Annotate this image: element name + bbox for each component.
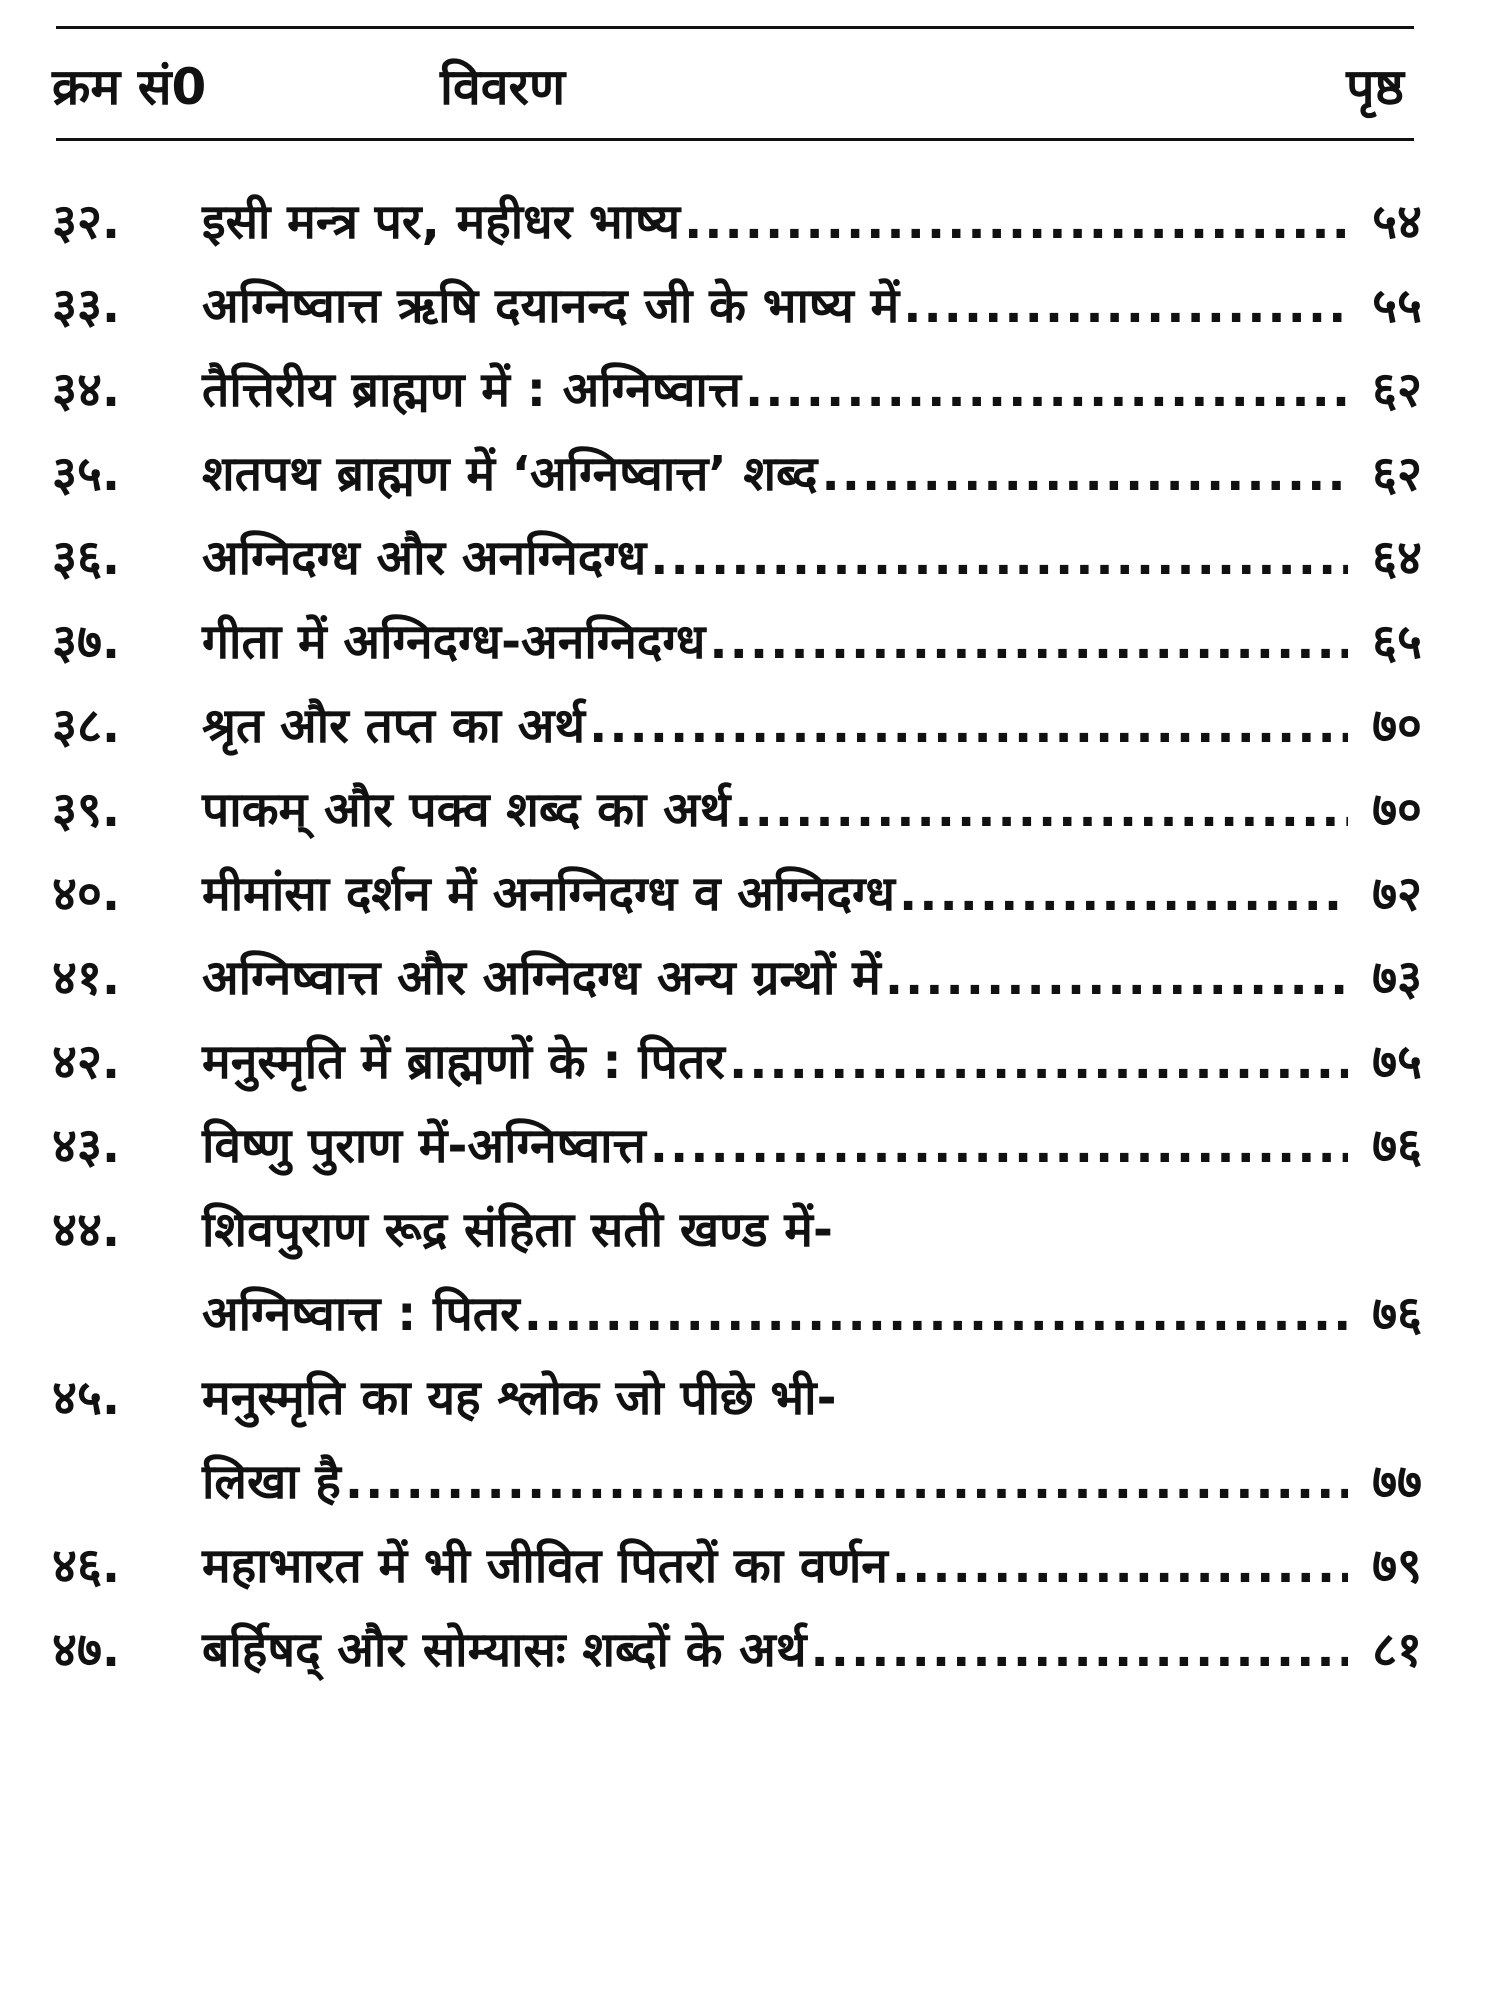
entry-number: ३८. <box>52 698 121 754</box>
entry-number: ४२. <box>52 1034 121 1090</box>
toc-list <box>52 180 1422 1692</box>
dot-leader <box>885 936 1348 1020</box>
entry-number: ४५. <box>52 1370 121 1426</box>
toc-entry <box>52 180 1422 264</box>
toc-entry <box>52 1020 1422 1104</box>
entry-page-number: ७५ <box>1372 1034 1422 1090</box>
entry-body <box>202 600 1422 684</box>
entry-final-line <box>202 684 1422 768</box>
entry-final-line <box>202 852 1422 936</box>
toc-entry <box>52 1104 1422 1188</box>
dot-leader <box>903 264 1348 348</box>
toc-entry <box>52 684 1422 768</box>
entry-title-line: शतपथ ब्राह्मण में ‘अग्निष्वात्त’ शब्द <box>202 446 818 502</box>
entry-number: ३९. <box>52 782 121 838</box>
entry-page-number: ७२ <box>1372 866 1422 922</box>
entry-body <box>202 936 1422 1020</box>
toc-entry <box>52 1188 1422 1356</box>
header-number: क्रम सं0 <box>52 58 207 116</box>
entry-page-number: ७६ <box>1372 1286 1422 1342</box>
dot-leader <box>734 768 1348 852</box>
entry-body <box>202 348 1422 432</box>
header-rule <box>56 138 1414 141</box>
entry-title-line: मनुस्मृति का यह श्लोक जो पीछे भी- <box>202 1370 837 1426</box>
entry-body <box>202 432 1422 516</box>
entry-page-number: ७० <box>1372 698 1422 754</box>
entry-final-line <box>202 1104 1422 1188</box>
dot-leader <box>524 1272 1348 1356</box>
toc-entry <box>52 1524 1422 1608</box>
entry-page-number: ७३ <box>1372 950 1422 1006</box>
entry-title-line: अग्निष्वात्त ऋषि दयानन्द जी के भाष्य में <box>202 278 900 334</box>
entry-page-number: ६४ <box>1372 530 1422 586</box>
entry-body <box>202 1524 1422 1608</box>
entry-number: ४६. <box>52 1538 121 1594</box>
entry-page-number: ६५ <box>1372 614 1422 670</box>
entry-body <box>202 1356 1422 1524</box>
entry-final-line <box>202 432 1422 516</box>
entry-page-number: ७७ <box>1372 1454 1422 1510</box>
dot-leader <box>684 180 1348 264</box>
dot-leader <box>892 1524 1348 1608</box>
toc-entry <box>52 768 1422 852</box>
entry-title-line: इसी मन्त्र पर, महीधर भाष्य <box>202 194 681 250</box>
entry-page-number: ७६ <box>1372 1118 1422 1174</box>
entry-number: ४१. <box>52 950 121 1006</box>
entry-final-line <box>202 348 1422 432</box>
entry-final-line <box>202 1020 1422 1104</box>
entry-number: ३६. <box>52 530 121 586</box>
entry-body <box>202 180 1422 264</box>
toc-entry <box>52 432 1422 516</box>
entry-title-line: शिवपुराण रूद्र संहिता सती खण्ड में- <box>202 1202 833 1258</box>
toc-entry <box>52 516 1422 600</box>
entry-final-line <box>202 1440 1422 1524</box>
entry-final-line <box>202 1524 1422 1608</box>
entry-final-line <box>202 768 1422 852</box>
toc-entry <box>52 936 1422 1020</box>
entry-body <box>202 1104 1422 1188</box>
entry-body <box>202 1020 1422 1104</box>
entry-title-line: विष्णु पुराण में-अग्निष्वात्त <box>202 1118 646 1174</box>
dot-leader <box>650 516 1348 600</box>
entry-title-line: श्रृत और तप्त का अर्थ <box>202 698 586 754</box>
entry-page-number: ६२ <box>1372 446 1422 502</box>
entry-body <box>202 852 1422 936</box>
entry-page-number: ७० <box>1372 782 1422 838</box>
entry-title-line: महाभारत में भी जीवित पितरों का वर्णन <box>202 1538 888 1594</box>
dot-leader <box>745 348 1348 432</box>
entry-page-number: ६२ <box>1372 362 1422 418</box>
toc-entry <box>52 600 1422 684</box>
entry-title-line: अग्निष्वात्त : पितर <box>202 1286 520 1342</box>
entry-number: ४३. <box>52 1118 121 1174</box>
dot-leader <box>709 600 1348 684</box>
entry-number: ४७. <box>52 1622 121 1678</box>
header-page: पृष्ठ <box>1346 58 1404 116</box>
entry-title-line: अग्निष्वात्त और अग्निदग्ध अन्य ग्रन्थों में <box>202 950 881 1006</box>
entry-final-line <box>202 1608 1422 1692</box>
entry-final-line <box>202 600 1422 684</box>
entry-number: ४०. <box>52 866 121 922</box>
dot-leader <box>345 1440 1348 1524</box>
dot-leader <box>729 1020 1348 1104</box>
entry-title-line: अग्निदग्ध और अनग्निदग्ध <box>202 530 647 586</box>
entry-page-number: ८१ <box>1372 1622 1422 1678</box>
entry-title-line: गीता में अग्निदग्ध-अनग्निदग्ध <box>202 614 706 670</box>
entry-final-line <box>202 1272 1422 1356</box>
entry-body <box>202 516 1422 600</box>
entry-body <box>202 264 1422 348</box>
entry-number: ३५. <box>52 446 121 502</box>
entry-title-line: मनुस्मृति में ब्राह्मणों के : पितर <box>202 1034 725 1090</box>
entry-body <box>202 1188 1422 1356</box>
entry-number: ३३. <box>52 278 121 334</box>
top-rule <box>56 26 1414 29</box>
entry-final-line <box>202 264 1422 348</box>
entry-number: ३२. <box>52 194 121 250</box>
entry-title-line: बर्हिषद् और सोम्यासः शब्दों के अर्थ <box>202 1622 807 1678</box>
toc-entry <box>52 348 1422 432</box>
entry-body <box>202 768 1422 852</box>
dot-leader <box>589 684 1348 768</box>
toc-entry <box>52 1608 1422 1692</box>
entry-title-line: तैत्तिरीय ब्राह्मण में : अग्निष्वात्त <box>202 362 742 418</box>
dot-leader <box>821 432 1348 516</box>
entry-final-line <box>202 180 1422 264</box>
entry-page-number: ५४ <box>1372 194 1422 250</box>
entry-number: ४४. <box>52 1202 121 1258</box>
dot-leader <box>650 1104 1348 1188</box>
entry-number: ३४. <box>52 362 121 418</box>
entry-body <box>202 1608 1422 1692</box>
dot-leader <box>811 1608 1349 1692</box>
toc-entry <box>52 264 1422 348</box>
entry-page-number: ७९ <box>1372 1538 1422 1594</box>
entry-body <box>202 684 1422 768</box>
header-description: विवरण <box>440 58 566 116</box>
entry-page-number: ५५ <box>1372 278 1422 334</box>
toc-entry <box>52 1356 1422 1524</box>
toc-entry <box>52 852 1422 936</box>
entry-number: ३७. <box>52 614 121 670</box>
dot-leader <box>899 852 1348 936</box>
entry-title-line: मीमांसा दर्शन में अनग्निदग्ध व अग्निदग्ध <box>202 866 895 922</box>
entry-final-line <box>202 936 1422 1020</box>
entry-title-line: पाकम् और पक्व शब्द का अर्थ <box>202 782 731 838</box>
entry-final-line <box>202 516 1422 600</box>
entry-title-line: लिखा है <box>202 1454 341 1510</box>
